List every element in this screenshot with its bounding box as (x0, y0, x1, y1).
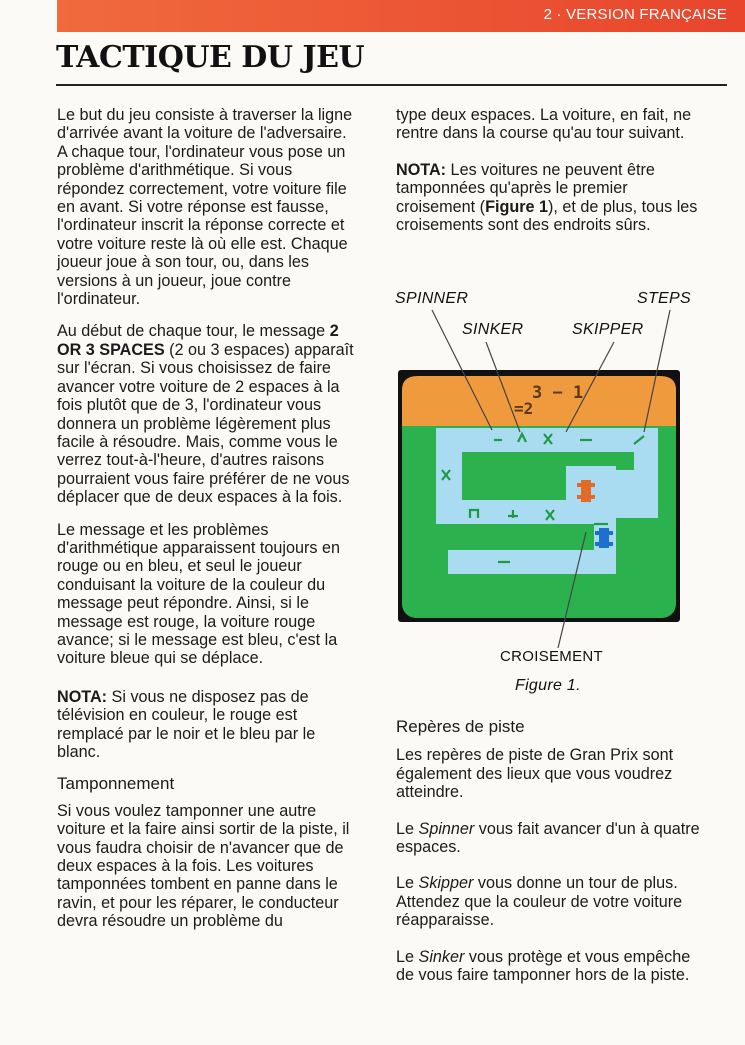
game-screen (398, 370, 680, 622)
paragraph-spaces (57, 322, 357, 506)
label-steps: STEPS (637, 290, 691, 307)
title-rule (56, 84, 727, 86)
game-screen-drawing (398, 370, 680, 622)
label-spinner: SPINNER (395, 290, 469, 307)
text-span: Le (396, 947, 419, 966)
spaces-message: 2 OR 3 SPACES (57, 322, 339, 359)
paragraph-continued: type deux espaces. La voiture, en fait, ne rentre dans la course qu'au tour suivant. (396, 106, 692, 143)
banner-text: 2 · VERSION FRANÇAISE (543, 6, 727, 23)
paragraph-reperes: Les repères de piste de Gran Prix sont également des lieux que vous voudrez atteindre. (396, 746, 674, 802)
text-span: Le (396, 819, 419, 838)
subheading-reperes: Repères de piste (396, 717, 525, 736)
label-croisement: CROISEMENT (500, 648, 604, 665)
left-column (57, 106, 357, 931)
nota-label: NOTA: (57, 687, 108, 706)
section-banner (57, 0, 745, 32)
nota-label: NOTA: (396, 160, 447, 179)
paragraph-intro: Le but du jeu consiste à traverser la ligne d'arrivée avant la voiture de l'adversaire. A chaque tour, l'ordinateur vous pose un problème d'arithmétique. Si vous répondez correctement, votre voiture file en avant. Si votre réponse est fausse, l'ordinateur inscrit la réponse correcte et votre voiture reste là où elle est. Chaque joueur joue à son tour, ou, dans les versions à un joueur, joue contre l'ordinateur. (57, 106, 353, 309)
page-title: TACTIQUE DU JEU (56, 40, 365, 75)
paragraph-tamponnement: Si vous voulez tamponner une autre voiture et la faire ainsi sortir de la piste, il vous faudra choisir de n'avancer que de deux espaces à la fois. Les voitures tamponnées tombent en panne dans le ravin, et pour les réparer, le conducteur devra résoudre un problème du (57, 801, 350, 931)
paragraph-sinker (396, 948, 706, 985)
subheading-tamponnement: Tamponnement (57, 774, 175, 794)
paragraph-nota-crossing (396, 161, 706, 235)
label-skipper: SKIPPER (572, 321, 644, 338)
text-span: Au début de chaque tour, le message (57, 322, 330, 341)
text-span: vous protège et vous empêche de vous faire tamponner hors de la piste. (396, 947, 691, 985)
text-span: Les voitures ne peuvent être tamponnées qu'après le premier croisement ( (396, 160, 655, 216)
paragraph-spinner (396, 820, 706, 857)
paragraph-message-color: Le message et les problèmes d'arithmétique apparaissent toujours en rouge ou en bleu, et seul le joueur conduisant la voiture de la couleur du message peut répondre. Ainsi, si le message est rouge, la voiture rouge avance; si le message est bleu, c'est la voiture bleue qui se déplace. (57, 520, 340, 668)
figure-caption: Figure 1. (515, 677, 581, 694)
screen-problem-bottom: =2 (514, 399, 534, 418)
text-span: (2 ou 3 espaces) apparaît sur l'écran. Si vous choisissez de faire avancer votre voiture de 2 espaces à la fois plutôt que de 3, l'ordinateur vous donnera un problème légèrement plus facile à résoudre. Mais, comme vous le verrez tout-à-l'heure, d'autres raisons pourraient vous faire préférer de ne vous déplacer que de deux espaces à la fois. (57, 340, 354, 507)
paragraph-nota-tv (57, 688, 357, 762)
right-column (396, 106, 706, 234)
text-span: ), et de plus, tous les croisements sont des endroits sûrs. (396, 197, 698, 235)
term-skipper: Skipper (418, 874, 474, 893)
paragraph-skipper (396, 874, 706, 929)
text-span: Le (396, 874, 419, 893)
label-sinker: SINKER (462, 321, 524, 338)
term-sinker: Sinker (418, 947, 465, 966)
text-span: vous donne un tour de plus. Attendez que la couleur de votre voiture réapparaisse. (396, 874, 683, 930)
term-spinner: Spinner (418, 819, 475, 838)
text-span: vous fait avancer d'un à quatre espaces. (396, 819, 700, 857)
screen-problem-top: 3 − 1 (532, 383, 584, 403)
figure-reference: Figure 1 (485, 197, 549, 216)
right-column-lower (396, 718, 706, 984)
text-span: Si vous ne disposez pas de télévision en couleur, le rouge est remplacé par le noir et le bleu par le blanc. (57, 687, 316, 761)
